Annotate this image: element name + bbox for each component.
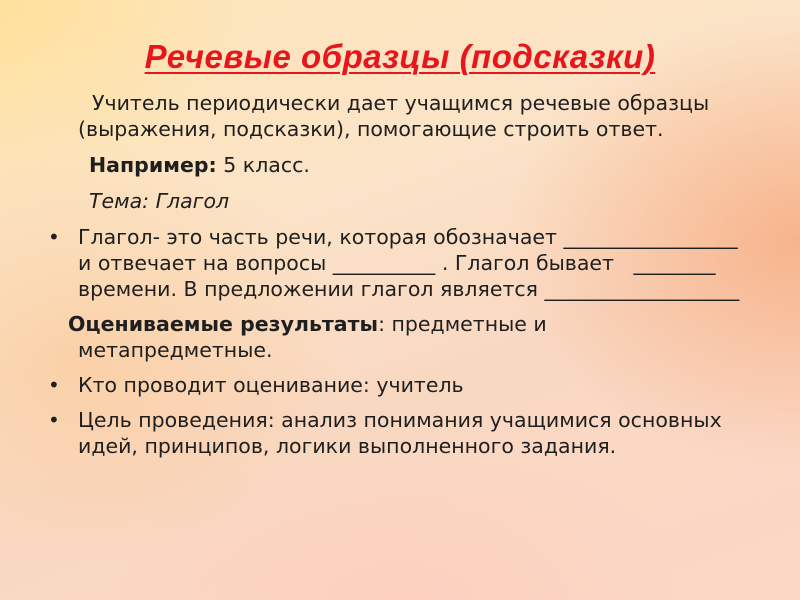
assessment-text: : предметные и метапредметные.: [78, 312, 547, 362]
bullet-icon: •: [48, 408, 60, 432]
bullet-icon: •: [48, 373, 60, 397]
topic-line: Тема: Глагол: [89, 189, 230, 213]
bullet-text: Кто проводит оценивание: учитель: [78, 373, 464, 397]
intro-paragraph: Учитель периодически дает учащимся речевые образцы (выражения, подсказки), помогающие строить ответ.: [78, 91, 710, 141]
slide-content: [45, 90, 745, 468]
bullet-item-verb-definition: [45, 224, 745, 302]
bullet-item-who-assesses: [45, 372, 745, 398]
assessment-line: [45, 311, 745, 363]
bullet-text: Цель проведения: анализ понимания учащимися основных идей, принципов, логики выполненного задания.: [78, 408, 722, 458]
assessment-label: Оцениваемые результаты: [68, 312, 379, 336]
bullet-text: Глагол- это часть речи, которая обозначает _________________ и отвечает на вопросы __________ . Глагол бывает ________ времени. В предложении глагол является ___________________: [78, 225, 745, 301]
slide-title: Речевые образцы (подсказки): [144, 38, 656, 75]
example-line: [45, 152, 745, 178]
bullet-icon: •: [48, 225, 60, 249]
bullet-item-goal: [45, 407, 745, 459]
example-label: Например:: [89, 153, 217, 177]
example-text: 5 класс.: [216, 153, 310, 177]
